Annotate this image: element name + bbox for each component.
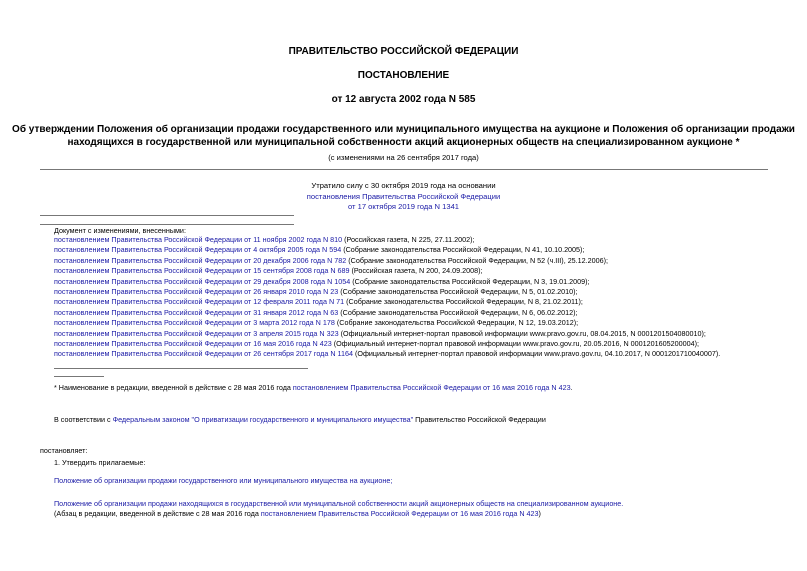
preamble-end: Правительство Российской Федерации bbox=[413, 415, 546, 424]
list-item bbox=[54, 329, 720, 339]
amendment-link[interactable]: постановлением Правительства Российской Федерации от 26 января 2010 года N 23 bbox=[54, 286, 339, 296]
document-title bbox=[0, 123, 807, 149]
amendment-source: (Собрание законодательства Российской Федерации, N 6, 06.02.2012); bbox=[338, 307, 578, 317]
expired-basis-link-date[interactable]: от 17 октября 2019 года N 1341 bbox=[347, 202, 460, 211]
amendment-link[interactable]: постановлением Правительства Российской Федерации от 29 декабря 2008 года N 1054 bbox=[54, 276, 351, 286]
footnote-link[interactable]: постановлением Правительства Российской Федерации от 16 мая 2016 года N 423 bbox=[292, 383, 571, 392]
list-item bbox=[54, 277, 720, 287]
document-date-number: от 12 августа 2002 года N 585 bbox=[331, 94, 476, 105]
regulation-2-link[interactable]: Положение об организации продажи находящихся в государственной или муниципальной собственности акций акционерных обществ на специализированном аукционе. bbox=[54, 499, 624, 508]
amendment-link[interactable]: постановлением Правительства Российской Федерации от 26 сентября 2017 года N 1164 bbox=[54, 349, 354, 359]
list-item bbox=[54, 349, 720, 359]
divider bbox=[40, 224, 294, 225]
list-item bbox=[54, 339, 720, 349]
edition-note-end: ) bbox=[538, 509, 541, 518]
amendment-source: (Официальный интернет-портал правовой информации www.pravo.gov.ru, 08.04.2015, N 0001201504080010); bbox=[338, 328, 706, 338]
preamble bbox=[54, 415, 546, 425]
expired-notice-text: Утратило силу с 30 октября 2019 года на основании bbox=[311, 181, 496, 190]
revision-note: (с изменениями на 26 сентября 2017 года) bbox=[328, 153, 479, 162]
amendment-source: (Российская газета, N 200, 24.09.2008); bbox=[349, 266, 483, 276]
amendment-link[interactable]: постановлением Правительства Российской Федерации от 20 декабря 2006 года N 782 bbox=[54, 255, 347, 265]
divider bbox=[40, 215, 294, 216]
list-item bbox=[54, 256, 720, 266]
document-title-line-2: находящихся в государственной или муниципальной собственности акций акционерных обществ на специализированном аукционе * bbox=[67, 137, 740, 148]
list-item bbox=[54, 318, 720, 328]
amendment-link[interactable]: постановлением Правительства Российской Федерации от 12 февраля 2011 года N 71 bbox=[54, 297, 345, 307]
edition-note bbox=[54, 509, 541, 519]
amendment-source: (Официальный интернет-портал правовой информации www.pravo.gov.ru, 20.05.2016, N 0001201605200004); bbox=[331, 338, 699, 348]
list-item bbox=[54, 235, 720, 245]
amendments-header: Документ с изменениями, внесенными: bbox=[54, 226, 186, 235]
amendment-link[interactable]: постановлением Правительства Российской Федерации от 16 мая 2016 года N 423 bbox=[54, 338, 332, 348]
decides-text: постановляет: bbox=[40, 446, 88, 455]
amendment-source: (Собрание законодательства Российской Федерации, N 8, 21.02.2011); bbox=[344, 297, 583, 307]
amendment-source: (Собрание законодательства Российской Федерации, N 41, 10.10.2005); bbox=[341, 245, 585, 255]
footnote bbox=[54, 383, 573, 393]
preamble-start: В соответствии с bbox=[54, 415, 113, 424]
expired-basis-link[interactable]: постановления Правительства Российской Федерации bbox=[306, 191, 501, 201]
amendment-source: (Собрание законодательства Российской Федерации, N 3, 19.01.2009); bbox=[350, 276, 590, 286]
expired-notice bbox=[0, 181, 807, 213]
edition-note-start: (Абзац в редакции, введенной в действие с 28 мая 2016 года bbox=[54, 509, 261, 518]
amendment-source: (Собрание законодательства Российской Федерации, N 52 (ч.III), 25.12.2006); bbox=[346, 255, 609, 265]
footnote-end: . bbox=[570, 383, 573, 392]
divider bbox=[40, 169, 768, 170]
amendment-link[interactable]: постановлением Правительства Российской Федерации от 3 апреля 2015 года N 323 bbox=[54, 328, 339, 338]
document-title-line-1: Об утверждении Положения об организации продажи государственного или муниципального имущества на аукционе и Положения об организации продажи bbox=[12, 124, 795, 135]
list-item bbox=[54, 308, 720, 318]
amendment-link[interactable]: постановлением Правительства Российской Федерации от 31 января 2012 года N 63 bbox=[54, 307, 339, 317]
regulation-2 bbox=[54, 499, 623, 509]
federal-law-link[interactable]: Федеральным законом "О приватизации государственного и муниципального имущества" bbox=[112, 415, 414, 424]
list-item bbox=[54, 245, 720, 255]
amendment-source: (Российская газета, N 225, 27.11.2002); bbox=[342, 235, 475, 244]
amendment-link[interactable]: постановлением Правительства Российской Федерации от 3 марта 2012 года N 178 bbox=[54, 318, 335, 328]
amendment-link[interactable]: постановлением Правительства Российской Федерации от 15 сентября 2008 года N 689 bbox=[54, 266, 350, 276]
footnote-text: * Наименование в редакции, введенной в действие с 28 мая 2016 года bbox=[54, 383, 293, 392]
list-item bbox=[54, 297, 720, 307]
regulation-1 bbox=[54, 476, 392, 486]
list-item bbox=[54, 287, 720, 297]
clause-1: 1. Утвердить прилагаемые: bbox=[54, 458, 146, 467]
amendments-list bbox=[54, 235, 720, 360]
amendment-link[interactable]: постановлением Правительства Российской Федерации от 11 ноября 2002 года N 810 bbox=[54, 235, 343, 244]
footnote-divider bbox=[54, 376, 104, 377]
amendment-source: (Собрание законодательства Российской Федерации, N 5, 01.02.2010); bbox=[338, 286, 578, 296]
divider bbox=[54, 368, 308, 369]
amendment-link[interactable]: постановлением Правительства Российской Федерации от 4 октября 2005 года N 594 bbox=[54, 245, 342, 255]
document-type: ПОСТАНОВЛЕНИЕ bbox=[357, 70, 450, 81]
edition-note-link[interactable]: постановлением Правительства Российской Федерации от 16 мая 2016 года N 423 bbox=[260, 509, 539, 518]
list-item bbox=[54, 266, 720, 276]
government-name: ПРАВИТЕЛЬСТВО РОССИЙСКОЙ ФЕДЕРАЦИИ bbox=[288, 46, 519, 57]
regulation-1-link[interactable]: Положение об организации продажи государственного или муниципального имущества на аукционе; bbox=[54, 476, 393, 485]
amendment-source: (Официальный интернет-портал правовой информации www.pravo.gov.ru, 04.10.2017, N 0001201710040007). bbox=[353, 349, 721, 359]
amendment-source: (Собрание законодательства Российской Федерации, N 12, 19.03.2012); bbox=[334, 318, 579, 328]
